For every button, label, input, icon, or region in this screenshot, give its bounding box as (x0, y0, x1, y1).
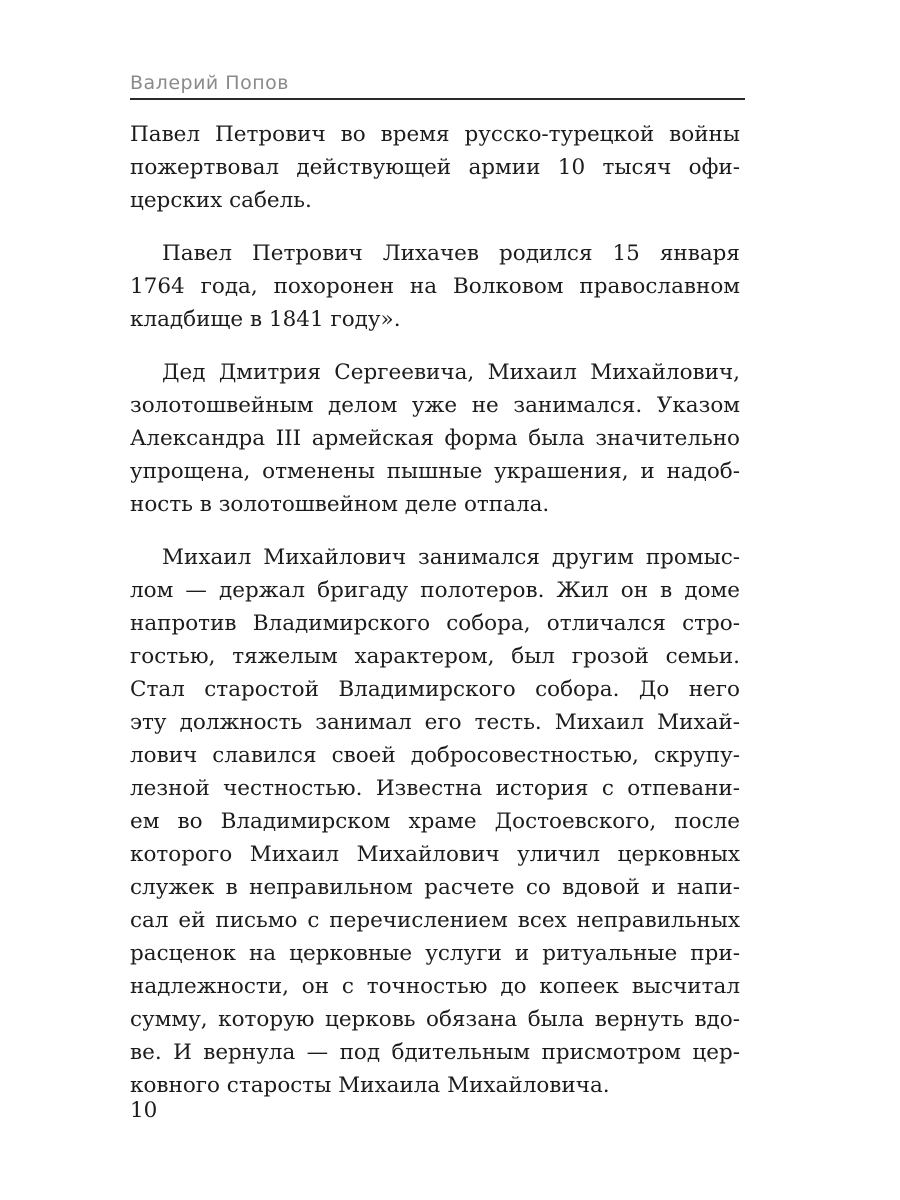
text-line: ем во Владимирском храме Достоевского, после (130, 809, 740, 834)
text-line: сумму, которую церковь обязана была вернуть вдо- (130, 1007, 740, 1032)
paragraph (130, 237, 740, 336)
text-line: служек в неправильном расчете со вдовой и напи- (130, 875, 740, 900)
page-body (130, 118, 740, 1102)
text-line: Михаил Михайлович занимался другим промыс- (162, 545, 740, 570)
text-line: Павел Петрович во время русско-турецкой войны (130, 122, 740, 147)
text-line: напротив Владимирского собора, отличался стро- (130, 611, 740, 636)
text-line: Павел Петрович Лихачев родился 15 января (162, 241, 740, 266)
paragraph (130, 541, 740, 1102)
header-rule (130, 98, 745, 100)
text-line: Александра III армейская форма была значительно (130, 426, 740, 451)
text-line: ность в золотошвейном деле отпала. (130, 492, 550, 517)
text-line: пожертвовал действующей армии 10 тысяч офи- (130, 155, 740, 180)
paragraph (130, 356, 740, 521)
text-line: ковного старосты Михаила Михайловича. (130, 1073, 610, 1098)
running-head: Валерий Попов (130, 72, 289, 94)
paragraph (130, 118, 740, 217)
text-line: упрощена, отменены пышные украшения, и надоб- (130, 459, 740, 484)
text-line: которого Михаил Михайлович уличил церковных (130, 842, 740, 867)
text-line: кладбище в 1841 году». (130, 307, 401, 332)
text-line: сал ей письмо с перечислением всех неправильных (130, 908, 740, 933)
text-line: гостью, тяжелым характером, был грозой семьи. (130, 644, 740, 669)
text-line: расценок на церковные услуги и ритуальные при- (130, 941, 740, 966)
text-line: лом — держал бригаду полотеров. Жил он в доме (130, 578, 740, 603)
text-line: надлежности, он с точностью до копеек высчитал (130, 974, 740, 999)
text-line: лезной честностью. Известна история с отпевани- (130, 776, 740, 801)
text-line: Дед Дмитрия Сергеевича, Михаил Михайлович, (162, 360, 740, 385)
page-number: 10 (130, 1098, 158, 1123)
text-line: эту должность занимал его тесть. Михаил Михай- (130, 710, 740, 735)
text-line: ве. И вернула — под бдительным присмотром цер- (130, 1040, 740, 1065)
text-line: золотошвейным делом уже не занимался. Указом (130, 393, 740, 418)
text-line: церских сабель. (130, 188, 312, 213)
text-line: 1764 года, похоронен на Волковом православном (130, 274, 740, 299)
text-line: лович славился своей добросовестностью, скрупу- (130, 743, 740, 768)
text-line: Стал старостой Владимирского собора. До него (130, 677, 740, 702)
